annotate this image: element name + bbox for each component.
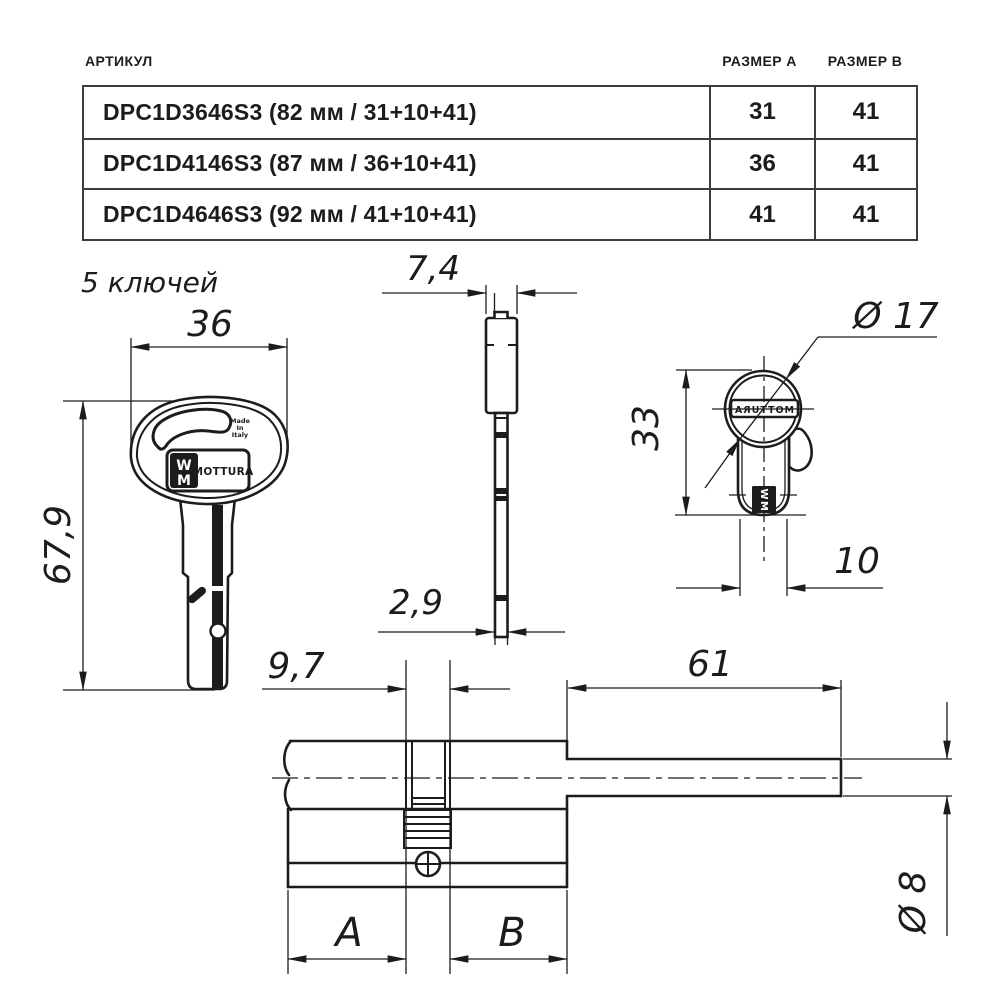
made-in-line1: Made [230, 417, 250, 425]
dim-value-10: 10 [834, 541, 880, 582]
made-in-line2: In [236, 424, 244, 432]
dimension-head-thickness [382, 249, 577, 314]
mottura-badge [167, 450, 254, 491]
table-cell-size-b: 41 [814, 138, 916, 189]
brand-name-mirrored: MOTTURA [733, 405, 795, 416]
table-cell-size-a: 36 [709, 138, 814, 189]
key-head [131, 397, 288, 504]
table-cell-article: DPC1D4146S3 (87 мм / 36+10+41) [84, 138, 709, 189]
dimension-section-width [676, 519, 883, 596]
table-cell-size-a: 31 [709, 87, 814, 138]
screw [416, 852, 440, 876]
key-side-view [378, 249, 577, 645]
dim-value-9-7: 9,7 [267, 646, 325, 687]
mottura-logo-icon [752, 486, 776, 513]
logo-letter-m: M [758, 501, 769, 511]
logo-letter-w: W [758, 488, 769, 500]
logo-letter-w: W [176, 458, 192, 474]
keys-count-note: 5 ключей [81, 266, 219, 299]
table-cell-article: DPC1D3646S3 (82 мм / 31+10+41) [103, 98, 477, 125]
dimension-size-a [288, 910, 406, 959]
cylinder-section-view [626, 296, 939, 596]
brand-name: MOTTURA [192, 466, 254, 478]
dim-value-7-4: 7,4 [405, 249, 461, 289]
column-header-size-a: РАЗМЕР А [722, 53, 797, 69]
key-profile [486, 293, 517, 645]
dim-value-b: B [498, 910, 526, 956]
key-shaft [180, 498, 235, 689]
dimension-rod-length [568, 644, 841, 688]
cam-lobe [404, 810, 451, 848]
made-in-line3: Italy [231, 431, 249, 439]
dim-value-2-9: 2,9 [388, 583, 444, 623]
key-front-view [38, 304, 288, 690]
cylinder-body [284, 741, 841, 887]
dimension-cam-gap [262, 646, 510, 689]
table-cell-size-b: 41 [814, 87, 916, 138]
dimension-rod-diameter [843, 702, 952, 936]
table-cell-size-b: 41 [814, 188, 916, 239]
table-cell-size-a: 41 [709, 188, 814, 239]
dimension-size-b [450, 910, 567, 959]
dim-value-67-9: 67,9 [38, 504, 79, 586]
dim-value-36: 36 [187, 304, 233, 345]
column-header-article: АРТИКУЛ [85, 53, 153, 69]
cylinder-body-view [262, 644, 952, 974]
dim-value-d17: Ø 17 [853, 296, 939, 337]
dim-value-61: 61 [687, 644, 733, 685]
column-header-size-b: РАЗМЕР В [827, 53, 903, 69]
dim-value-33: 33 [626, 405, 667, 451]
dim-value-d8: Ø 8 [893, 870, 934, 934]
dimension-blade-thickness [378, 583, 565, 632]
table-cell-article: DPC1D4646S3 (92 мм / 41+10+41) [84, 188, 709, 239]
dim-value-a: A [335, 910, 363, 956]
logo-letter-m: M [177, 473, 191, 489]
